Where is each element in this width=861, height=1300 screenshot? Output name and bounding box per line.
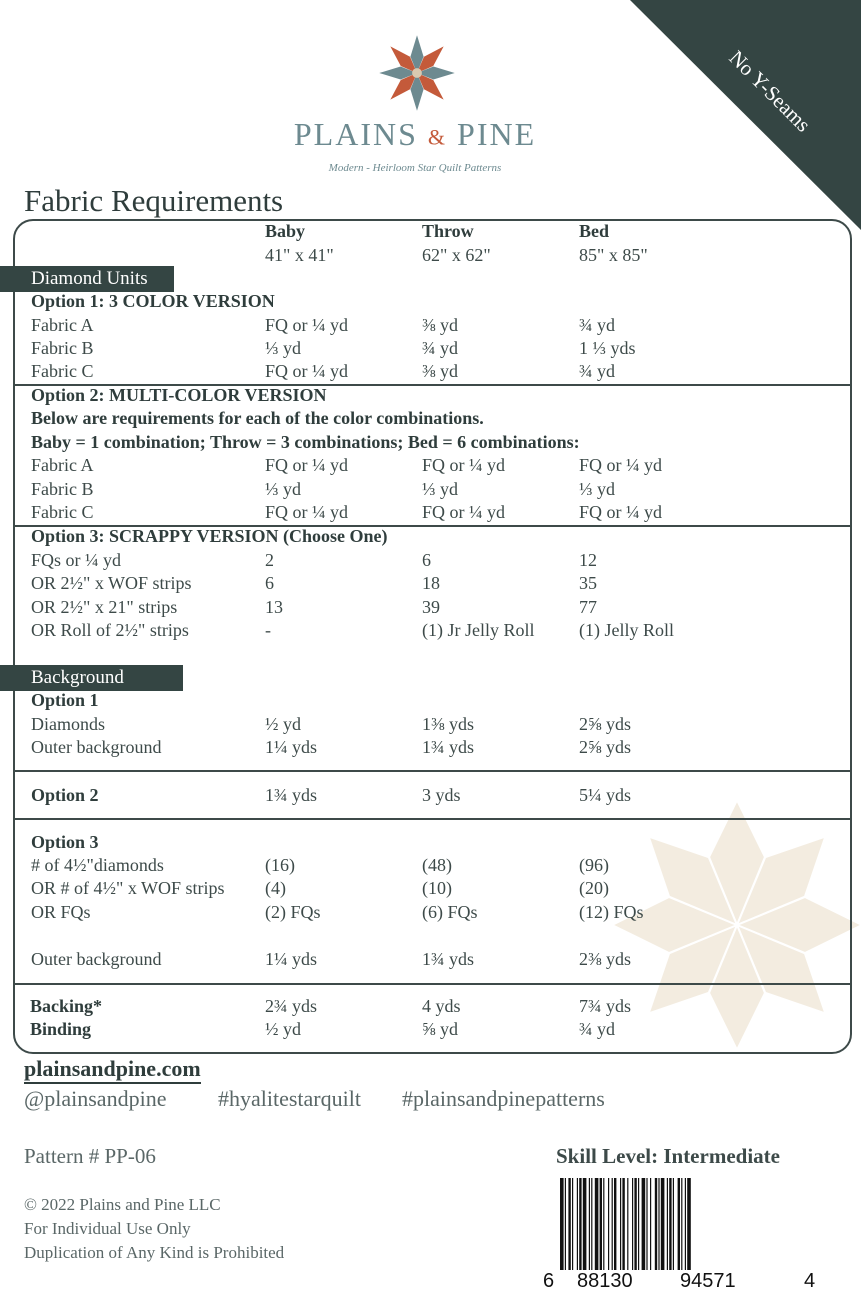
legal-line: Duplication of Any Kind is Prohibited bbox=[24, 1243, 285, 1262]
table-row: Option 2 1¾ yds 3 yds 5¼ yds bbox=[31, 785, 632, 805]
corner-banner-label: No Y-Seams bbox=[724, 45, 816, 137]
table-row: Fabric B ⅓ yd ¾ yd 1 ⅓ yds bbox=[31, 338, 636, 358]
table-row: Fabric A FQ or ¼ yd FQ or ¼ yd FQ or ¼ yd bbox=[31, 455, 663, 475]
section-tab-background: Background bbox=[0, 665, 183, 691]
brand-tagline: Modern - Heirloom Star Quilt Patterns bbox=[328, 162, 502, 174]
table-row: Backing* 2¾ yds 4 yds 7¾ yds bbox=[30, 996, 632, 1016]
website-link[interactable]: plainsandpine.com bbox=[24, 1056, 201, 1084]
barcode-digit: 6 bbox=[543, 1270, 555, 1292]
copyright-line: © 2022 Plains and Pine LLC bbox=[24, 1195, 221, 1214]
table-row: OR FQs (2) FQs (6) FQs (12) FQs bbox=[31, 902, 644, 922]
legal-line: For Individual Use Only bbox=[24, 1219, 191, 1238]
table-row: OR 2½" x WOF strips 6 18 35 bbox=[31, 573, 597, 593]
barcode-icon bbox=[560, 1178, 797, 1270]
divider bbox=[14, 983, 851, 985]
star-logo-icon bbox=[376, 32, 458, 114]
divider bbox=[14, 818, 851, 820]
social-handle[interactable]: @plainsandpine bbox=[24, 1086, 167, 1111]
option-title: Option 3 bbox=[31, 832, 99, 852]
header-sizes-row: 41" x 41" 62" x 62" 85" x 85" bbox=[265, 245, 648, 265]
barcode-digit: 88130 bbox=[577, 1270, 633, 1292]
barcode-digit: 94571 bbox=[680, 1270, 736, 1292]
skill-level: Skill Level: Intermediate bbox=[556, 1144, 780, 1168]
barcode-digit: 4 bbox=[804, 1270, 816, 1292]
table-row: Fabric C FQ or ¼ yd FQ or ¼ yd FQ or ¼ yd bbox=[31, 502, 663, 522]
page-title: Fabric Requirements bbox=[24, 183, 284, 218]
table-row: OR # of 4½" x WOF strips (4) (10) (20) bbox=[31, 878, 609, 898]
table-row: Outer background 1¼ yds 1¾ yds 2⅝ yds bbox=[31, 737, 632, 757]
table-row: # of 4½"diamonds (16) (48) (96) bbox=[31, 855, 609, 875]
brand-wordmark: PLAINS & PINE bbox=[293, 116, 537, 152]
option-note: Below are requirements for each of the color combinations. bbox=[31, 408, 484, 428]
option-note: Baby = 1 combination; Throw = 3 combinations; Bed = 6 combinations: bbox=[31, 432, 580, 452]
option-title: Option 2: MULTI-COLOR VERSION bbox=[31, 385, 327, 405]
option-title: Option 3: SCRAPPY VERSION (Choose One) bbox=[31, 526, 388, 546]
table-row: Fabric B ⅓ yd ⅓ yd ⅓ yd bbox=[31, 479, 615, 499]
table-row: Binding ½ yd ⅝ yd ¾ yd bbox=[30, 1019, 615, 1039]
divider bbox=[14, 770, 851, 772]
option-title: Option 1 bbox=[31, 690, 99, 710]
table-row: Fabric A FQ or ¼ yd ⅜ yd ¾ yd bbox=[31, 315, 615, 335]
section-tab-diamond-units: Diamond Units bbox=[0, 266, 174, 292]
option-title: Option 1: 3 COLOR VERSION bbox=[31, 291, 275, 311]
table-row: Fabric C FQ or ¼ yd ⅜ yd ¾ yd bbox=[31, 361, 615, 381]
table-row: FQs or ¼ yd 2 6 12 bbox=[31, 550, 597, 570]
table-row: Diamonds ½ yd 1⅜ yds 2⅝ yds bbox=[31, 714, 632, 734]
pattern-number: Pattern # PP-06 bbox=[24, 1144, 156, 1168]
table-row: OR Roll of 2½" strips - (1) Jr Jelly Roll (1) Jelly Roll bbox=[31, 620, 674, 640]
hashtag-link[interactable]: #hyalitestarquilt bbox=[218, 1086, 361, 1111]
header-names-row: Baby Throw Bed bbox=[265, 221, 610, 241]
hashtag-link[interactable]: #plainsandpinepatterns bbox=[402, 1086, 605, 1111]
table-row: Outer background 1¼ yds 1¾ yds 2⅜ yds bbox=[31, 949, 632, 969]
table-row: OR 2½" x 21" strips 13 39 77 bbox=[31, 597, 597, 617]
